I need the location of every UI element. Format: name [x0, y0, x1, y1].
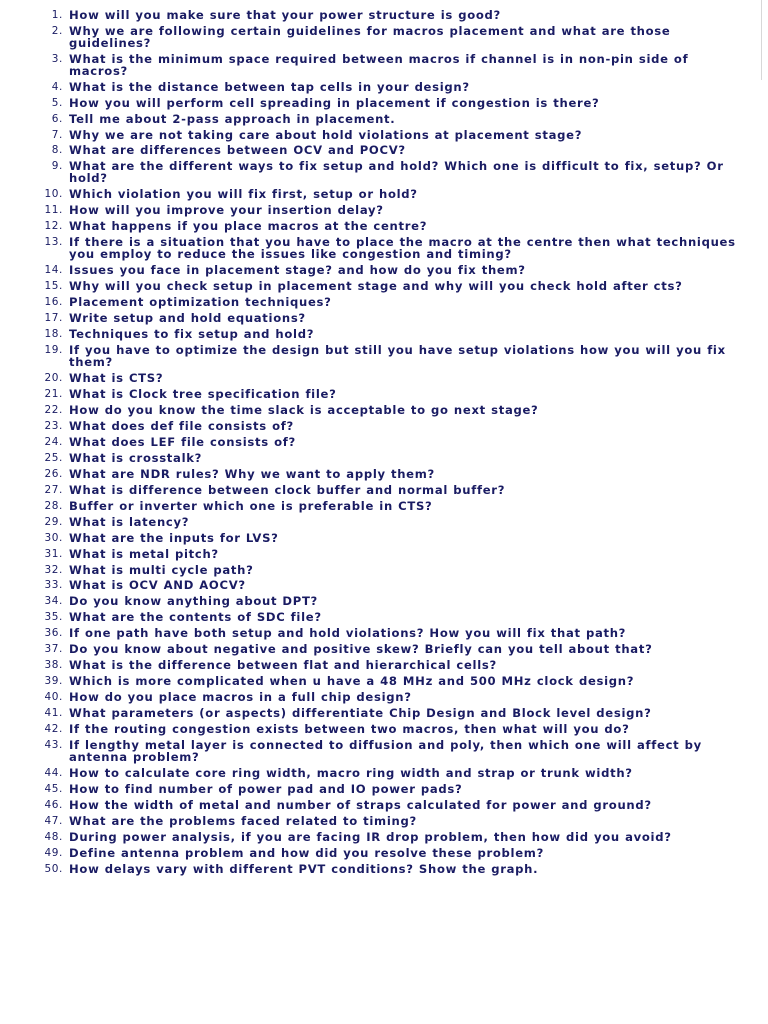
question-text: What does LEF file consists of? — [69, 434, 296, 449]
question-item — [0, 278, 736, 293]
question-number: 50. — [44, 863, 63, 876]
question-item — [0, 596, 736, 608]
question-text: What happens if you place macros at the centre? — [69, 219, 428, 234]
question-text: What is CTS? — [69, 370, 164, 385]
question-text: What is latency? — [69, 514, 190, 529]
question-number: 42. — [44, 723, 63, 736]
question-text: Tell me about 2-pass approach in placement. — [69, 111, 396, 126]
question-item — [0, 816, 736, 828]
question-number: 20. — [44, 371, 63, 384]
question-number: 18. — [44, 327, 63, 340]
question-item — [0, 546, 736, 561]
question-text: Which violation you will fix first, setup or hold? — [69, 187, 418, 202]
question-item — [0, 161, 736, 185]
question-text: How do you know the time slack is acceptable to go next stage? — [69, 402, 539, 417]
question-text: How delays vary with different PVT conditions? Show the graph. — [69, 862, 539, 877]
question-item — [0, 342, 736, 369]
question-text: Techniques to fix setup and hold? — [69, 326, 315, 341]
question-text: If the routing congestion exists between two macros, then what will you do? — [69, 722, 630, 737]
question-item — [0, 692, 736, 704]
question-number: 49. — [44, 847, 63, 860]
question-number: 24. — [44, 435, 63, 448]
question-number: 43. — [44, 739, 63, 752]
question-number: 8. — [51, 144, 63, 157]
question-number: 47. — [44, 815, 63, 828]
question-number: 45. — [44, 783, 63, 796]
question-number: 9. — [51, 160, 63, 173]
question-item — [0, 530, 736, 545]
question-text: Define antenna problem and how did you resolve these problem? — [69, 846, 545, 861]
question-item — [0, 23, 736, 50]
question-number: 7. — [51, 128, 63, 141]
question-text: Write setup and hold equations? — [69, 310, 306, 325]
question-number: 17. — [44, 311, 63, 324]
question-text: How will you make sure that your power structure is good? — [69, 8, 501, 22]
question-number: 29. — [44, 515, 63, 528]
question-number: 28. — [44, 499, 63, 512]
question-number: 11. — [44, 204, 63, 217]
question-item — [0, 740, 736, 764]
question-item — [0, 660, 736, 672]
question-item — [0, 644, 736, 656]
question-text: Placement optimization techniques? — [69, 294, 332, 309]
question-item — [0, 768, 736, 780]
question-item — [0, 402, 736, 417]
question-text: What is metal pitch? — [69, 546, 219, 561]
question-number: 23. — [44, 419, 63, 432]
question-text: What parameters (or aspects) differentiate Chip Design and Block level design? — [69, 706, 652, 721]
question-item — [0, 326, 736, 341]
question-item — [0, 370, 736, 385]
question-text: If lengthy metal layer is connected to diffusion and poly, then which one will affect by antenna problem? — [69, 738, 702, 765]
question-number: 22. — [44, 403, 63, 416]
question-item — [0, 262, 736, 277]
question-number: 35. — [44, 611, 63, 624]
question-item — [0, 498, 736, 513]
question-item — [0, 676, 736, 688]
question-number: 25. — [44, 451, 63, 464]
question-text: Do you know about negative and positive skew? Briefly can you tell about that? — [69, 642, 653, 657]
question-item — [0, 514, 736, 529]
question-number: 19. — [44, 343, 63, 356]
question-item — [0, 310, 736, 325]
question-number: 1. — [51, 9, 63, 21]
question-item — [0, 386, 736, 401]
question-text: Why we are following certain guidelines for macros placement and what are those guidelines? — [69, 23, 671, 50]
question-text: Issues you face in placement stage? and how do you fix them? — [69, 262, 526, 277]
question-text: What is OCV AND AOCV? — [69, 578, 246, 593]
question-number: 30. — [44, 531, 63, 544]
question-item — [0, 51, 736, 78]
question-text: If one path have both setup and hold violations? How you will fix that path? — [69, 626, 627, 641]
question-number: 48. — [44, 831, 63, 844]
question-number: 33. — [44, 579, 63, 592]
question-number: 16. — [44, 295, 63, 308]
question-number: 14. — [44, 263, 63, 276]
question-item — [0, 724, 736, 736]
question-text: What is difference between clock buffer and normal buffer? — [69, 482, 506, 497]
question-text: What are NDR rules? Why we want to apply them? — [69, 466, 435, 481]
question-number: 2. — [51, 24, 63, 37]
question-number: 46. — [44, 799, 63, 812]
question-item — [0, 628, 736, 640]
question-text: How you will perform cell spreading in placement if congestion is there? — [69, 95, 600, 110]
question-number: 31. — [44, 547, 63, 560]
question-number: 12. — [44, 220, 63, 233]
question-text: What are the inputs for LVS? — [69, 530, 279, 545]
question-text: What are the contents of SDC file? — [69, 610, 322, 625]
question-item — [0, 832, 736, 844]
page-edge-divider — [761, 0, 762, 80]
question-item — [0, 708, 736, 720]
question-text: Why will you check setup in placement stage and why will you check hold after cts? — [69, 278, 683, 293]
question-text: Why we are not taking care about hold violations at placement stage? — [69, 127, 583, 142]
question-number: 32. — [44, 563, 63, 576]
question-number: 36. — [44, 627, 63, 640]
question-text: What are the different ways to fix setup and hold? Which one is difficult to fix, setup? Or hold? — [69, 159, 724, 186]
question-list — [0, 10, 736, 880]
question-text: What is multi cycle path? — [69, 562, 254, 577]
question-item — [0, 580, 736, 592]
question-number: 39. — [44, 675, 63, 688]
question-number: 38. — [44, 659, 63, 672]
question-text: What is the distance between tap cells in your design? — [69, 79, 470, 94]
question-number: 40. — [44, 691, 63, 704]
question-number: 34. — [44, 595, 63, 608]
question-text: How to find number of power pad and IO power pads? — [69, 782, 463, 797]
question-text: Which is more complicated when u have a 48 MHz and 500 MHz clock design? — [69, 674, 635, 689]
question-item — [0, 294, 736, 309]
question-item — [0, 95, 736, 110]
question-number: 37. — [44, 643, 63, 656]
question-item — [0, 237, 736, 261]
question-number: 21. — [44, 387, 63, 400]
question-item — [0, 466, 736, 481]
question-number: 3. — [51, 52, 63, 65]
question-item — [0, 784, 736, 796]
question-number: 44. — [44, 767, 63, 780]
question-text: What does def file consists of? — [69, 418, 294, 433]
question-item — [0, 612, 736, 624]
question-text: How will you improve your insertion delay? — [69, 203, 384, 218]
question-text: During power analysis, if you are facing IR drop problem, then how did you avoid? — [69, 830, 672, 845]
question-text: What are differences between OCV and POCV? — [69, 143, 406, 158]
question-item — [0, 79, 736, 94]
question-item — [0, 864, 736, 876]
question-number: 10. — [44, 188, 63, 201]
question-number: 15. — [44, 279, 63, 292]
question-text: If there is a situation that you have to place the macro at the centre then what techniques you employ to reduce the issues like congestion and timing? — [69, 235, 736, 261]
question-text: What is crosstalk? — [69, 450, 203, 465]
question-number: 13. — [44, 236, 63, 249]
question-item — [0, 482, 736, 497]
question-item — [0, 111, 736, 126]
question-text: How the width of metal and number of straps calculated for power and ground? — [69, 798, 652, 813]
question-number: 27. — [44, 483, 63, 496]
question-number: 4. — [51, 80, 63, 93]
question-number: 6. — [51, 112, 63, 125]
question-text: Do you know anything about DPT? — [69, 594, 318, 609]
question-text: What is the difference between flat and hierarchical cells? — [69, 658, 497, 673]
question-item — [0, 434, 736, 449]
question-text: Buffer or inverter which one is preferable in CTS? — [69, 498, 433, 513]
question-item — [0, 221, 736, 233]
question-text: What is Clock tree specification file? — [69, 386, 337, 401]
question-item — [0, 418, 736, 433]
question-item — [0, 450, 736, 465]
question-item — [0, 800, 736, 812]
question-text: How to calculate core ring width, macro ring width and strap or trunk width? — [69, 766, 633, 781]
question-item — [0, 127, 736, 142]
question-text: What are the problems faced related to timing? — [69, 814, 417, 829]
question-item — [0, 145, 736, 157]
question-item — [0, 848, 736, 860]
question-number: 5. — [51, 96, 63, 109]
question-item — [0, 10, 736, 22]
question-text: What is the minimum space required between macros if channel is in non-pin side of macros? — [69, 51, 689, 78]
question-text: If you have to optimize the design but still you have setup violations how you will you fix them? — [69, 342, 726, 369]
question-text: How do you place macros in a full chip design? — [69, 690, 412, 705]
question-item — [0, 189, 736, 201]
question-number: 26. — [44, 467, 63, 480]
question-number: 41. — [44, 707, 63, 720]
question-item — [0, 562, 736, 577]
question-item — [0, 205, 736, 217]
